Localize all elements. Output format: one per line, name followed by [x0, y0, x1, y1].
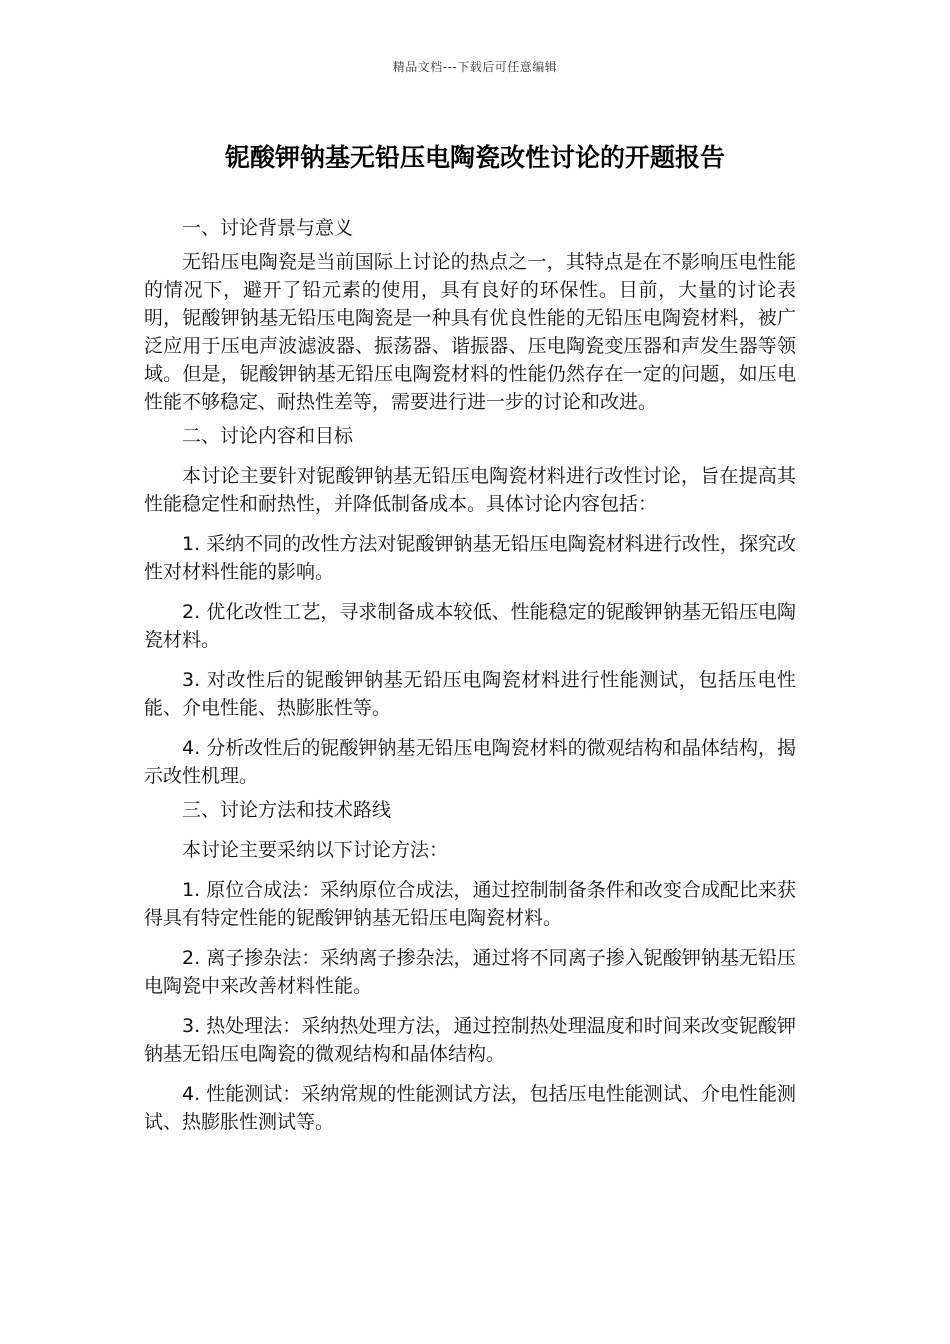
document-body [144, 214, 796, 1136]
list-item-method-1: 1. 原位合成法：采纳原位合成法，通过控制制备条件和改变合成配比来获得具有特定性能的铌酸钾钠基无铅压电陶瓷材料。 [144, 879, 796, 929]
list-item-method-2: 2. 离子掺杂法：采纳离子掺杂法，通过将不同离子掺入铌酸钾钠基无铅压电陶瓷中来改善材料性能。 [144, 947, 796, 997]
list-item-content-2: 2. 优化改性工艺，寻求制备成本较低、性能稳定的铌酸钾钠基无铅压电陶瓷材料。 [144, 601, 796, 651]
list-item-content-1: 1. 采纳不同的改性方法对铌酸钾钠基无铅压电陶瓷材料进行改性，探究改性对材料性能的影响。 [144, 533, 796, 583]
paragraph-background: 无铅压电陶瓷是当前国际上讨论的热点之一，其特点是在不影响压电性能的情况下，避开了铅元素的使用，具有良好的环保性。目前，大量的讨论表明，铌酸钾钠基无铅压电陶瓷是一种具有优良性能的无铅压电陶瓷材料，被广泛应用于压电声波滤波器、振荡器、谐振器、压电陶瓷变压器和声发生器等领域。但是，铌酸钾钠基无铅压电陶瓷材料的性能仍然存在一定的问题，如压电性能不够稳定、耐热性差等，需要进行进一步的讨论和改进。 [144, 251, 796, 413]
header-note: 精品文档---下载后可任意编辑 [392, 60, 558, 74]
list-item-method-3: 3. 热处理法：采纳热处理方法，通过控制热处理温度和时间来改变铌酸钾钠基无铅压电陶瓷的微观结构和晶体结构。 [144, 1015, 796, 1065]
section-heading-methods: 三、讨论方法和技术路线 [182, 799, 392, 821]
list-item-content-3: 3. 对改性后的铌酸钾钠基无铅压电陶瓷材料进行性能测试，包括压电性能、介电性能、热膨胀性等。 [144, 669, 796, 719]
section-heading-content: 二、讨论内容和目标 [182, 425, 354, 447]
list-item-method-4: 4. 性能测试：采纳常规的性能测试方法，包括压电性能测试、介电性能测试、热膨胀性测试等。 [144, 1083, 796, 1133]
paragraph-content-intro: 本讨论主要针对铌酸钾钠基无铅压电陶瓷材料进行改性讨论，旨在提高其性能稳定性和耐热性，并降低制备成本。具体讨论内容包括： [144, 465, 796, 515]
document-title: 铌酸钾钠基无铅压电陶瓷改性讨论的开题报告 [224, 143, 725, 172]
list-item-content-4: 4. 分析改性后的铌酸钾钠基无铅压电陶瓷材料的微观结构和晶体结构，揭示改性机理。 [144, 737, 796, 787]
paragraph-methods-intro: 本讨论主要采纳以下讨论方法： [182, 839, 449, 861]
section-heading-background: 一、讨论背景与意义 [182, 217, 354, 239]
